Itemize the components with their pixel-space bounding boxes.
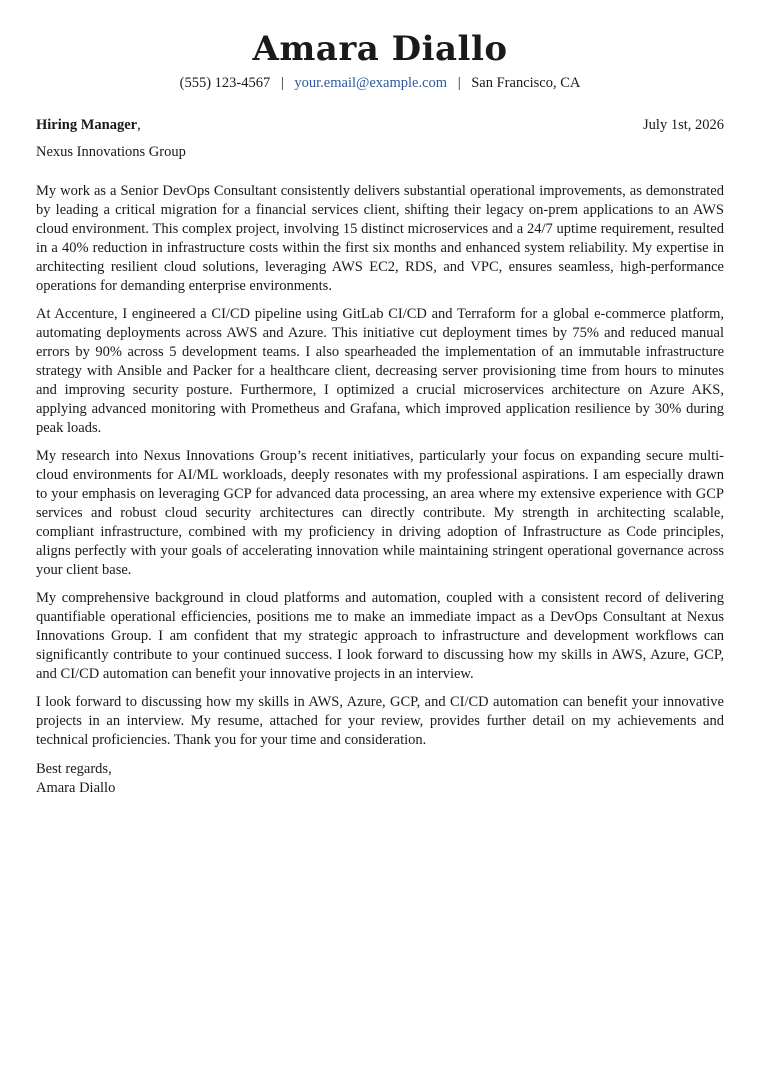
closing-block [36, 760, 724, 798]
recipient-row [36, 116, 724, 134]
phone-number: (555) 123-4567 [179, 75, 271, 91]
letter-body [36, 182, 724, 750]
recipient-company: Nexus Innovations Group [36, 144, 186, 160]
applicant-name: Amara Diallo [252, 29, 508, 69]
body-paragraph: My comprehensive background in cloud platforms and automation, coupled with a consistent record of delivering quantifiable operational efficiencies, positions me to make an immediate impact as a DevOps Consultant at Nexus Innovations Group. I am confident that my strategic approach to infrastructure and development workflows can significantly contribute to your continued success. I look forward to discussing how my skills in AWS, Azure, GCP, and CI/CD automation can benefit your innovative projects in an interview. [36, 590, 724, 682]
body-paragraph: My research into Nexus Innovations Group’s recent initiatives, particularly your focus on expanding secure multi-cloud environments for AI/ML workloads, deeply resonates with my professional aspirations. I am especially drawn to your emphasis on leveraging GCP for advanced data processing, an area where my extensive experience with GCP services and robust cloud security architectures can directly contribute. My strength in architecting scalable, compliant infrastructure, combined with my proficiency in driving adoption of Infrastructure as Code principles, aligns perfectly with your goals of accelerating innovation while maintaining stringent operational governance across your client base. [36, 448, 724, 578]
letter-date: July 1st, 2026 [643, 117, 724, 133]
recipient-title-wrap [36, 116, 141, 134]
contact-line [36, 74, 724, 92]
recipient-title: Hiring Manager [36, 117, 138, 133]
body-paragraph: I look forward to discussing how my skills in AWS, Azure, GCP, and CI/CD automation can benefit your innovative projects in an interview. My resume, attached for your review, provides further detail on my achievements and technical proficiencies. Thank you for your time and consideration. [36, 694, 724, 748]
body-paragraph: My work as a Senior DevOps Consultant consistently delivers substantial operational improvements, as demonstrated by leading a critical migration for a financial services client, shifting their legacy on-prem applications to an AWS cloud environment. This complex project, involving 15 distinct microservices and a 24/7 uptime requirement, resulted in a 40% reduction in infrastructure costs within the first six months and enhanced system reliability. My expertise in architecting resilient cloud solutions, leveraging AWS EC2, RDS, and VPC, ensures seamless, high-performance operations for demanding enterprise environments. [36, 183, 724, 294]
location: San Francisco, CA [471, 75, 581, 91]
closing-signature: Amara Diallo [36, 780, 116, 796]
email-link[interactable]: your.email@example.com [294, 75, 448, 91]
recipient-title-suffix: , [137, 117, 141, 133]
body-paragraph: At Accenture, I engineered a CI/CD pipeline using GitLab CI/CD and Terraform for a global e-commerce platform, automating deployments across AWS and Azure. This initiative cut deployment times by 75% and reduced manual errors by 90% across 5 development teams. I also spearheaded the implementation of an immutable infrastructure strategy with Ansible and Packer for a healthcare client, decreasing server provisioning time from hours to minutes and improving security posture. Furthermore, I optimized a crucial microservices architecture on Azure AKS, applying advanced monitoring with Prometheus and Grafana, which improved application resilience by 30% during peak loads. [36, 306, 724, 436]
closing-salutation: Best regards, [36, 761, 112, 777]
separator: | [457, 75, 461, 91]
separator: | [280, 75, 284, 91]
